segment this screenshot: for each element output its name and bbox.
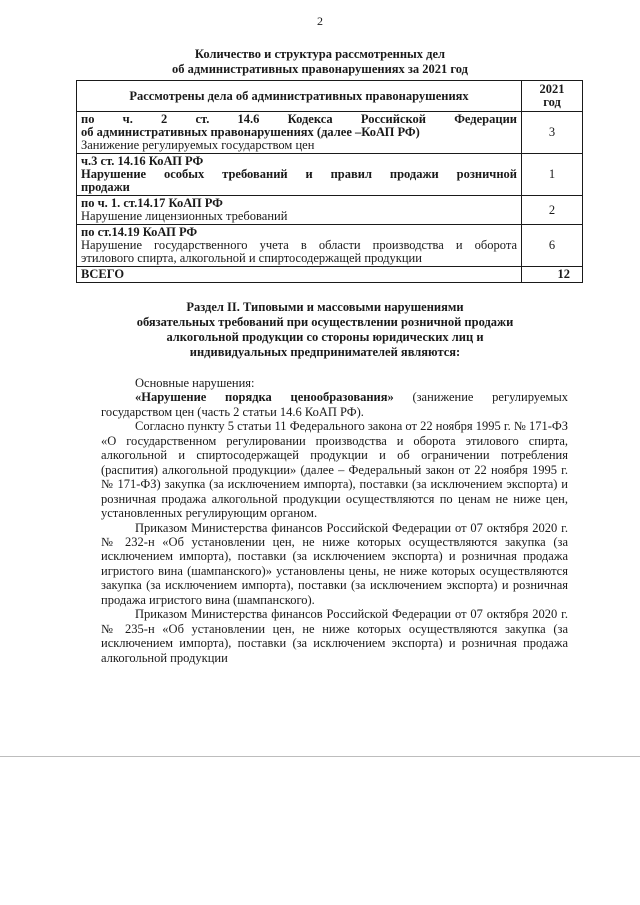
footnote-divider <box>0 756 640 757</box>
row-description-cell <box>77 225 522 267</box>
paragraph: Приказом Министерства финансов Российской Федерации от 07 октября 2020 г. № 232-н «Об установлении цен, не ниже которых осуществляются закупка (за исключением импорта), поставки (за исключением экспорта) и розничная продажа игристого вина (шампанского)» установлены цены, не ниже которых осуществляются закупка (за исключением импорта), поставки (за исключением экспорта) и розничная продажа игристого вина (шампанского). <box>101 520 568 607</box>
table-row <box>77 225 583 267</box>
table-row <box>77 112 583 154</box>
total-label: ВСЕГО <box>77 267 522 283</box>
header-year <box>522 81 583 112</box>
page-number: 2 <box>317 14 323 28</box>
row-description-cell <box>77 154 522 196</box>
row-article: по ч. 2 ст. 14.6 Кодекса Российской Федерации <box>81 112 517 126</box>
body-text <box>101 376 568 665</box>
paragraph: Согласно пункту 5 статьи 11 Федерального закона от 22 ноября 1995 г. № 171-ФЗ «О государственном регулировании производства и оборота этилового спирта, алкогольной и спиртосодержащей продукции и об ограничении потребления (распития) алкогольной продукции» (далее – Федеральный закон от 22 ноября 1995 г. № 171-ФЗ) закупка (за исключением импорта), поставки (за исключением экспорта) и розничная продажа алкогольной продукции осуществляются по ценам не ниже цен, установленных регулирующим органом. <box>101 419 568 521</box>
row-count: 6 <box>522 225 583 267</box>
paragraph: Приказом Министерства финансов Российской Федерации от 07 октября 2020 г. № 235-н «Об установлении цен, не ниже которых осуществляются закупка (за исключением импорта), поставки (за исключением экспорта) и розничная продажа алкогольной продукции <box>101 607 568 665</box>
row-count: 1 <box>522 154 583 196</box>
header-year-unit: год <box>543 95 561 109</box>
table-title <box>60 47 580 77</box>
lead-paragraph: Основные нарушения: <box>135 376 255 390</box>
row-article: ч.3 ст. 14.16 КоАП РФ <box>81 154 204 168</box>
row-description-cont: продажи <box>81 180 130 194</box>
row-description: Нарушение особых требований и правил продажи розничной <box>81 167 517 181</box>
section-heading-line1: Раздел II. Типовыми и массовыми нарушениями <box>186 300 464 314</box>
row-description: Нарушение лицензионных требований <box>81 209 288 223</box>
violation-paragraph <box>101 390 568 419</box>
row-description: Нарушение государственного учета в области производства и оборота <box>81 238 517 252</box>
row-count: 2 <box>522 196 583 225</box>
table-header-row <box>77 81 583 112</box>
section-heading-line2: обязательных требований при осуществлении розничной продажи <box>136 315 514 329</box>
row-description-cont: этилового спирта, алкогольной и спиртосодержащей продукции <box>81 251 422 265</box>
row-article-cont: об административных правонарушениях (далее –КоАП РФ) <box>81 125 420 139</box>
table-row <box>77 196 583 225</box>
table-title-line1: Количество и структура рассмотренных дел <box>194 47 446 61</box>
row-article: по ч. 1. ст.14.17 КоАП РФ <box>81 196 223 210</box>
table-row <box>77 154 583 196</box>
table-title-line2: об административных правонарушениях за 2021 год <box>171 62 469 76</box>
table-total-row <box>77 267 583 283</box>
section-heading-line3: алкогольной продукции со стороны юридических лиц и <box>166 330 484 344</box>
violation-name: «Нарушение порядка ценообразования» <box>135 390 394 405</box>
header-description: Рассмотрены дела об административных правонарушениях <box>77 81 522 112</box>
violation-detail: (занижение регулируемых государством цен (часть 2 статьи 14.6 КоАП РФ). <box>101 390 568 419</box>
total-count: 12 <box>522 267 583 283</box>
header-year-value: 2021 <box>539 82 565 96</box>
row-description-cell <box>77 196 522 225</box>
row-count: 3 <box>522 112 583 154</box>
cases-table <box>76 80 583 283</box>
row-description-cell <box>77 112 522 154</box>
section-heading-line4: индивидуальных предпринимателей являются: <box>189 345 461 359</box>
section-heading <box>90 300 560 360</box>
row-description: Занижение регулируемых государством цен <box>81 138 315 152</box>
row-article: по ст.14.19 КоАП РФ <box>81 225 198 239</box>
